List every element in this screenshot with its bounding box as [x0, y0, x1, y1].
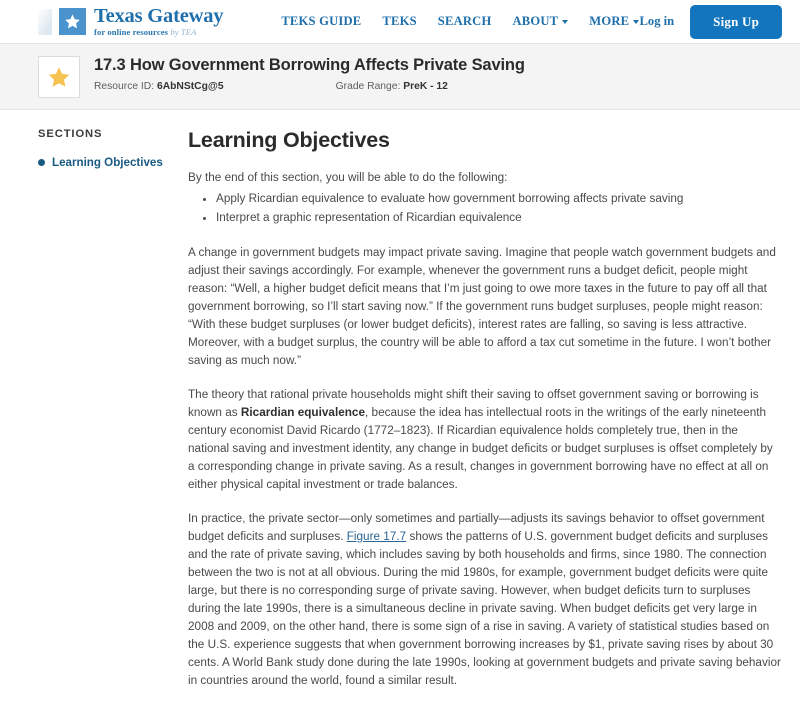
favorite-star-icon[interactable] [38, 56, 80, 98]
grade-range-label: Grade Range: [335, 81, 401, 93]
site-logo[interactable] [38, 6, 223, 37]
objectives-lead-text: By the end of this section, you will be able to do the following: [188, 171, 508, 184]
grade-range-field [336, 81, 448, 92]
logo-subtitle-italic: by TEA [170, 27, 197, 38]
resource-id-field [94, 81, 224, 92]
term-ricardian-equivalence: Ricardian equivalence [240, 406, 365, 420]
logo-swoosh-decoration [38, 9, 52, 35]
nav-account-actions [640, 5, 783, 39]
nav-link-about[interactable] [512, 14, 568, 29]
page-content [0, 110, 800, 706]
sidebar-heading: SECTIONS [38, 128, 103, 140]
resource-subline [94, 81, 525, 92]
signup-button[interactable]: Sign Up [690, 5, 782, 39]
sections-sidebar [0, 128, 172, 706]
figure-17-7-link[interactable]: Figure 17.7 [346, 529, 407, 543]
nav-link-teks-guide[interactable] [281, 14, 361, 29]
sidebar-item-learning-objectives[interactable] [38, 156, 172, 169]
resource-id-value: 6AbNStCg@5 [156, 81, 224, 93]
star-icon [59, 8, 86, 35]
bullet-icon [38, 159, 45, 166]
nav-link-teks-label: TEKS [382, 14, 417, 28]
resource-title: 17.3 How Government Borrowing Affects Private Saving [94, 56, 525, 74]
primary-nav-links [281, 14, 639, 29]
nav-link-teks[interactable] [382, 14, 416, 29]
logo-subtitle [94, 28, 223, 37]
nav-link-search[interactable] [438, 14, 492, 29]
article-body [172, 128, 800, 706]
nav-link-more-label: MORE [589, 14, 630, 28]
list-item: • Interpret a graphic representation of Ricardian equivalence [216, 209, 782, 227]
chevron-down-icon [633, 20, 639, 24]
paragraph-one: A change in government budgets may impact private saving. Imagine that people watch government budgets and adjust their savings accordingly. For example, whenever the government runs a budget deficit, people might reason: “Well, a higher budget deficit means that I’m just going to owe more taxes in the future to pay off all that government borrowing, so I’ll start saving now.” If the government runs budget surpluses, people might reason: “With these budget surpluses (or lower budget deficits), interest rates are falling, so saving is less attractive. Moreover, with a budget surplus, the country will be able to afford a tax cut sometime in the future. I won’t bother saving as much now.” [188, 246, 776, 368]
nav-link-teks-guide-label: TEKS GUIDE [281, 14, 362, 28]
paragraph-two-part-two: , because the idea has intellectual roots in the writings of the early nineteenth century economist David Ricardo (1772–1823). If Ricardian equivalence holds completely true, then in the national saving and investment identity, any change in budget deficits or budget surpluses is offset completely by a corresponding change in private saving. As a result, changes in government borrowing have no effect at all on either physical capital investment or trade balances. [188, 406, 773, 491]
resource-header-band [0, 44, 800, 110]
chevron-down-icon [562, 20, 568, 24]
grade-range-value: PreK - 12 [403, 81, 448, 93]
logo-subtitle-main: for online resources [94, 27, 171, 38]
paragraph-three [188, 510, 782, 690]
logo-text-block [93, 6, 223, 37]
objectives-list [188, 190, 782, 227]
paragraph-three-part-one: In practice, the private sector—only sometimes and partially—adjusts its savings behavior to offset government budget deficits and surpluses. [188, 511, 765, 543]
sidebar-item-label: Learning Objectives [52, 156, 163, 169]
nav-link-search-label: SEARCH [437, 14, 492, 28]
list-item: • Apply Ricardian equivalence to evaluate how government borrowing affects private saving [216, 190, 782, 208]
paragraph-three-part-two: shows the patterns of U.S. government budget deficits and surpluses and the rate of private saving, which includes saving by both households and firms, since 1980. The connection between the two is not at all obvious. During the mid 1980s, for example, government budget deficits were quite large, but there is no corresponding surge of private saving. However, when budget deficits turn to surpluses during the late 1990s, there is a simultaneous decline in private saving. When budget deficits get very large in 2008 and 2009, on the other hand, there is some sign of a rise in saving. A variety of statistical studies based on the U.S. experience suggests that when government borrowing increases by $1, private saving rises by about 30 cents. A World Bank study done during the late 1990s, looking at government budgets and private saving behavior in countries around the world, found a similar result. [188, 529, 781, 687]
top-navigation-bar [0, 0, 800, 44]
paragraph-two-part-one: The theory that rational private households might shift their saving to offset government saving or borrowing is known as [188, 388, 759, 420]
logo-title: Texas Gateway [94, 5, 224, 28]
resource-id-label: Resource ID: [94, 81, 155, 93]
page-title: Learning Objectives [188, 128, 390, 152]
login-link[interactable]: Log in [639, 14, 675, 28]
resource-meta [94, 55, 525, 92]
paragraph-two [188, 386, 782, 494]
nav-link-about-label: ABOUT [512, 14, 559, 28]
nav-link-more[interactable] [589, 14, 639, 29]
